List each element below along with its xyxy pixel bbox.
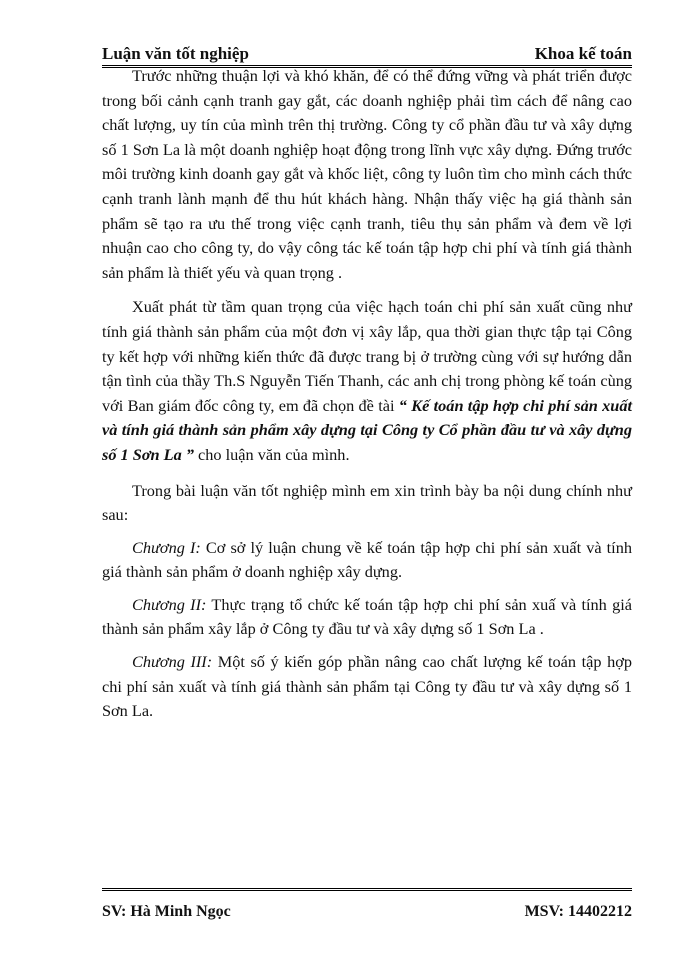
document-body [102, 64, 632, 724]
header-thesis-label: Luận văn tốt nghiệp [102, 44, 249, 63]
paragraph-intro: Trước những thuận lợi và khó khăn, để có thể đứng vững và phát triển được trong bối cảnh cạnh tranh gay gắt, các doanh nghiệp phải tìm cách để nâng cao chất lượng, uy tín của mình trên thị trường. Công ty cổ phần đầu tư và xây dựng số 1 Sơn La là một doanh nghiệp hoạt động trong lĩnh vực xây dựng. Đứng trước môi trường kinh doanh gay gắt và khốc liệt, công ty luôn tìm cho mình cách thức cạnh tranh lành mạnh để thu hút khách hàng. Nhận thấy việc hạ giá thành sản phẩm sẽ tạo ra ưu thế trong việc cạnh tranh, tiêu thụ sản phẩm và đem về lợi nhuận cao cho công ty, do vậy công tác kế toán tập hợp chi phí và tính giá thành sản phẩm là thiết yếu và quan trọng . [102, 66, 632, 282]
topic-tail-text: cho luận văn của mình. [193, 444, 350, 464]
chapter-3-label: Chương III: [132, 652, 213, 672]
chapter-1 [102, 536, 632, 585]
topic-lead-text: Xuất phát từ tầm quan trọng của việc hạch toán chi phí sản xuất cũng như tính giá thành sản phẩm của một đơn vị xây lắp, qua thời gian thực tập tại Công ty kết hợp với những kiến thức đã được trang bị ở trường cùng với sự hướng dẫn tận tình của thầy Th.S Nguyễn Tiến Thanh, các anh chị trong phòng kế toán cùng với Ban giám đốc công ty, em đã chọn đề tài [102, 297, 632, 415]
footer-student-name: SV: Hà Minh Ngọc [102, 903, 231, 920]
footer-student-id: MSV: 14402212 [524, 903, 632, 920]
paragraph-outline-intro: Trong bài luận văn tốt nghiệp mình em xin trình bày ba nội dung chính như sau: [102, 480, 632, 525]
chapter-1-label: Chương I: [132, 537, 201, 557]
chapter-3 [102, 650, 632, 724]
paragraph-topic [102, 295, 632, 467]
page-footer [102, 888, 632, 921]
header-department-label: Khoa kế toán [534, 44, 632, 63]
thesis-title: “ Kế toán tập hợp chi phí sản xuất và tính giá thành sản phẩm xây dựng tại Công ty Cổ phần đầu tư và xây dựng số 1 Sơn La ” [102, 395, 632, 464]
chapter-2-label: Chương II: [132, 594, 207, 614]
chapter-2-text: Thực trạng tổ chức kế toán tập hợp chi phí sản xuấ và tính giá thành sản phẩm xây lắp ở Công ty đầu tư và xây dựng số 1 Sơn La . [102, 594, 632, 639]
chapter-3-text: Một số ý kiến góp phần nâng cao chất lượng kế toán tập hợp chi phí sản xuất và tính giá thành sản phẩm tại Công ty đầu tư và xây dựng số 1 Sơn La. [102, 652, 633, 721]
chapter-1-text: Cơ sở lý luận chung về kế toán tập hợp chi phí sản xuất và tính giá thành sản phẩm ở doanh nghiệp xây dựng. [102, 537, 632, 582]
chapter-2 [102, 593, 632, 642]
